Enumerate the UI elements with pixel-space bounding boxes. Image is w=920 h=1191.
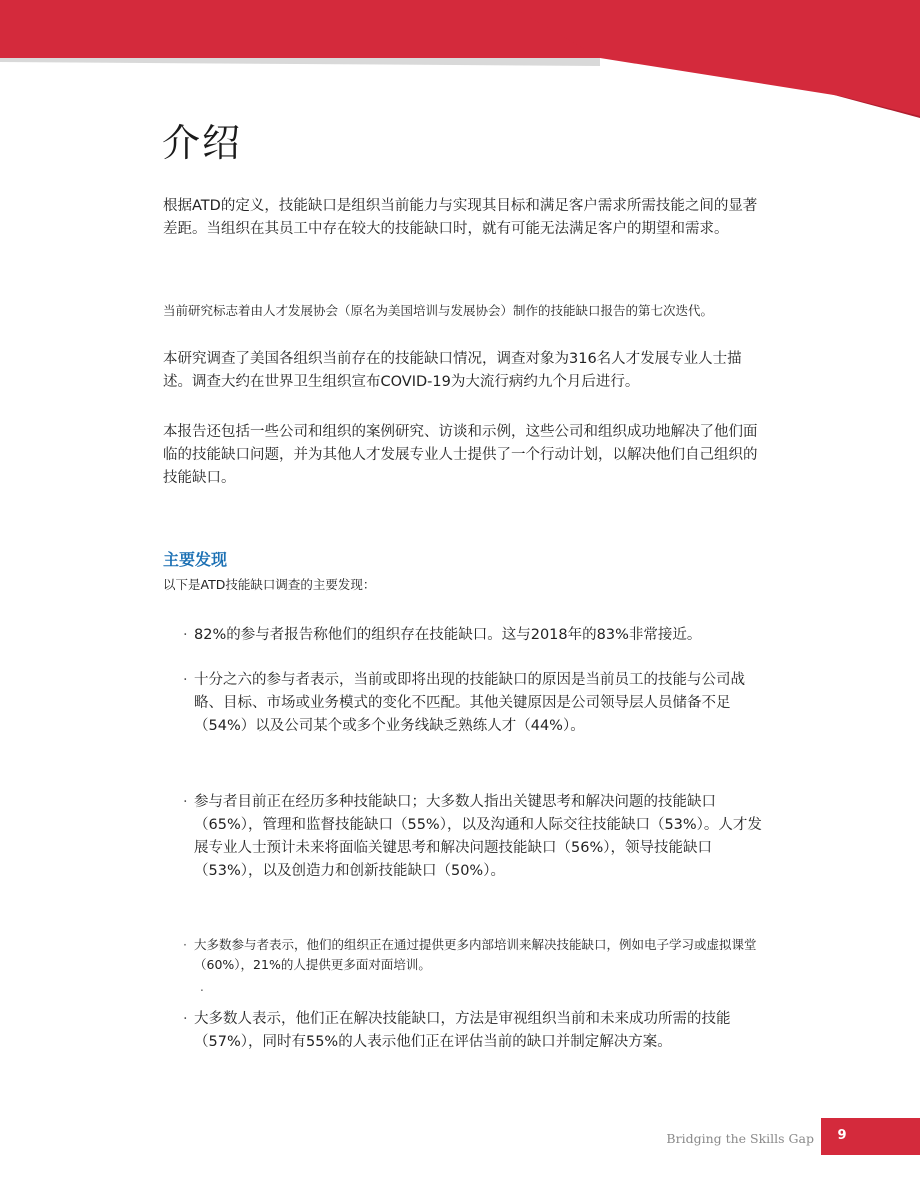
header-banner <box>0 0 920 120</box>
finding-text: 大多数参与者表示，他们的组织正在通过提供更多内部培训来解决技能缺口，例如电子学习或虚拟课堂（60%），21%的人提供更多面对面培训。 <box>194 937 757 972</box>
banner-gray-shadow <box>0 58 600 66</box>
bullet-marker: · <box>183 937 187 952</box>
intro-paragraph-4: 本报告还包括一些公司和组织的案例研究、访谈和示例，这些公司和组织成功地解决了他们面临的技能缺口问题，并为其他人才发展专业人士提供了一个行动计划，以解决他们自己组织的技能缺口。 <box>163 424 758 486</box>
finding-item-2 <box>183 669 773 738</box>
section-heading-key-findings: 主要发现 <box>163 550 228 569</box>
page-number: 9 <box>837 1128 847 1143</box>
finding-text: 大多数人表示，他们正在解决技能缺口，方法是审视组织当前和未来成功所需的技能（57%），同时有55%的人表示他们正在评估当前的缺口并制定解决方案。 <box>194 1011 731 1050</box>
page-number-badge <box>821 1118 920 1155</box>
stray-mark: . <box>200 980 204 994</box>
finding-item-4 <box>183 935 773 975</box>
finding-item-5 <box>183 1008 773 1054</box>
footer-report-title: Bridging the Skills Gap <box>666 1131 814 1146</box>
finding-item-1 <box>183 624 773 647</box>
intro-paragraph-1: 根据ATD的定义，技能缺口是组织当前能力与实现其目标和满足客户需求所需技能之间的显著差距。当组织在其员工中存在较大的技能缺口时，就有可能无法满足客户的期望和需求。 <box>163 198 758 237</box>
finding-text: 十分之六的参与者表示，当前或即将出现的技能缺口的原因是当前员工的技能与公司战略、目标、市场或业务模式的变化不匹配。其他关键原因是公司领导层人员储备不足（54%）以及公司某个或多个业务线缺乏熟练人才（44%）。 <box>194 672 745 734</box>
findings-intro: 以下是ATD技能缺口调查的主要发现： <box>163 577 376 592</box>
finding-text: 参与者目前正在经历多种技能缺口；大多数人指出关键思考和解决问题的技能缺口（65%），管理和监督技能缺口（55%），以及沟通和人际交往技能缺口（53%）。人才发展专业人士预计未来将面临关键思考和解决问题技能缺口（56%），领导技能缺口（53%），以及创造力和创新技能缺口（50%）。 <box>194 794 762 879</box>
page-title: 介绍 <box>162 121 243 165</box>
bullet-marker: · <box>183 1011 188 1027</box>
finding-text: 82%的参与者报告称他们的组织存在技能缺口。这与2018年的83%非常接近。 <box>194 627 702 643</box>
intro-paragraph-3: 本研究调查了美国各组织当前存在的技能缺口情况，调查对象为316名人才发展专业人士描述。调查大约在世界卫生组织宣布COVID-19为大流行病约九个月后进行。 <box>163 351 742 390</box>
finding-item-3 <box>183 791 773 883</box>
intro-paragraph-2: 当前研究标志着由人才发展协会（原名为美国培训与发展协会）制作的技能缺口报告的第七次迭代。 <box>163 303 714 318</box>
bullet-marker: · <box>183 627 188 643</box>
bullet-marker: · <box>183 672 188 688</box>
bullet-marker: · <box>183 794 188 810</box>
